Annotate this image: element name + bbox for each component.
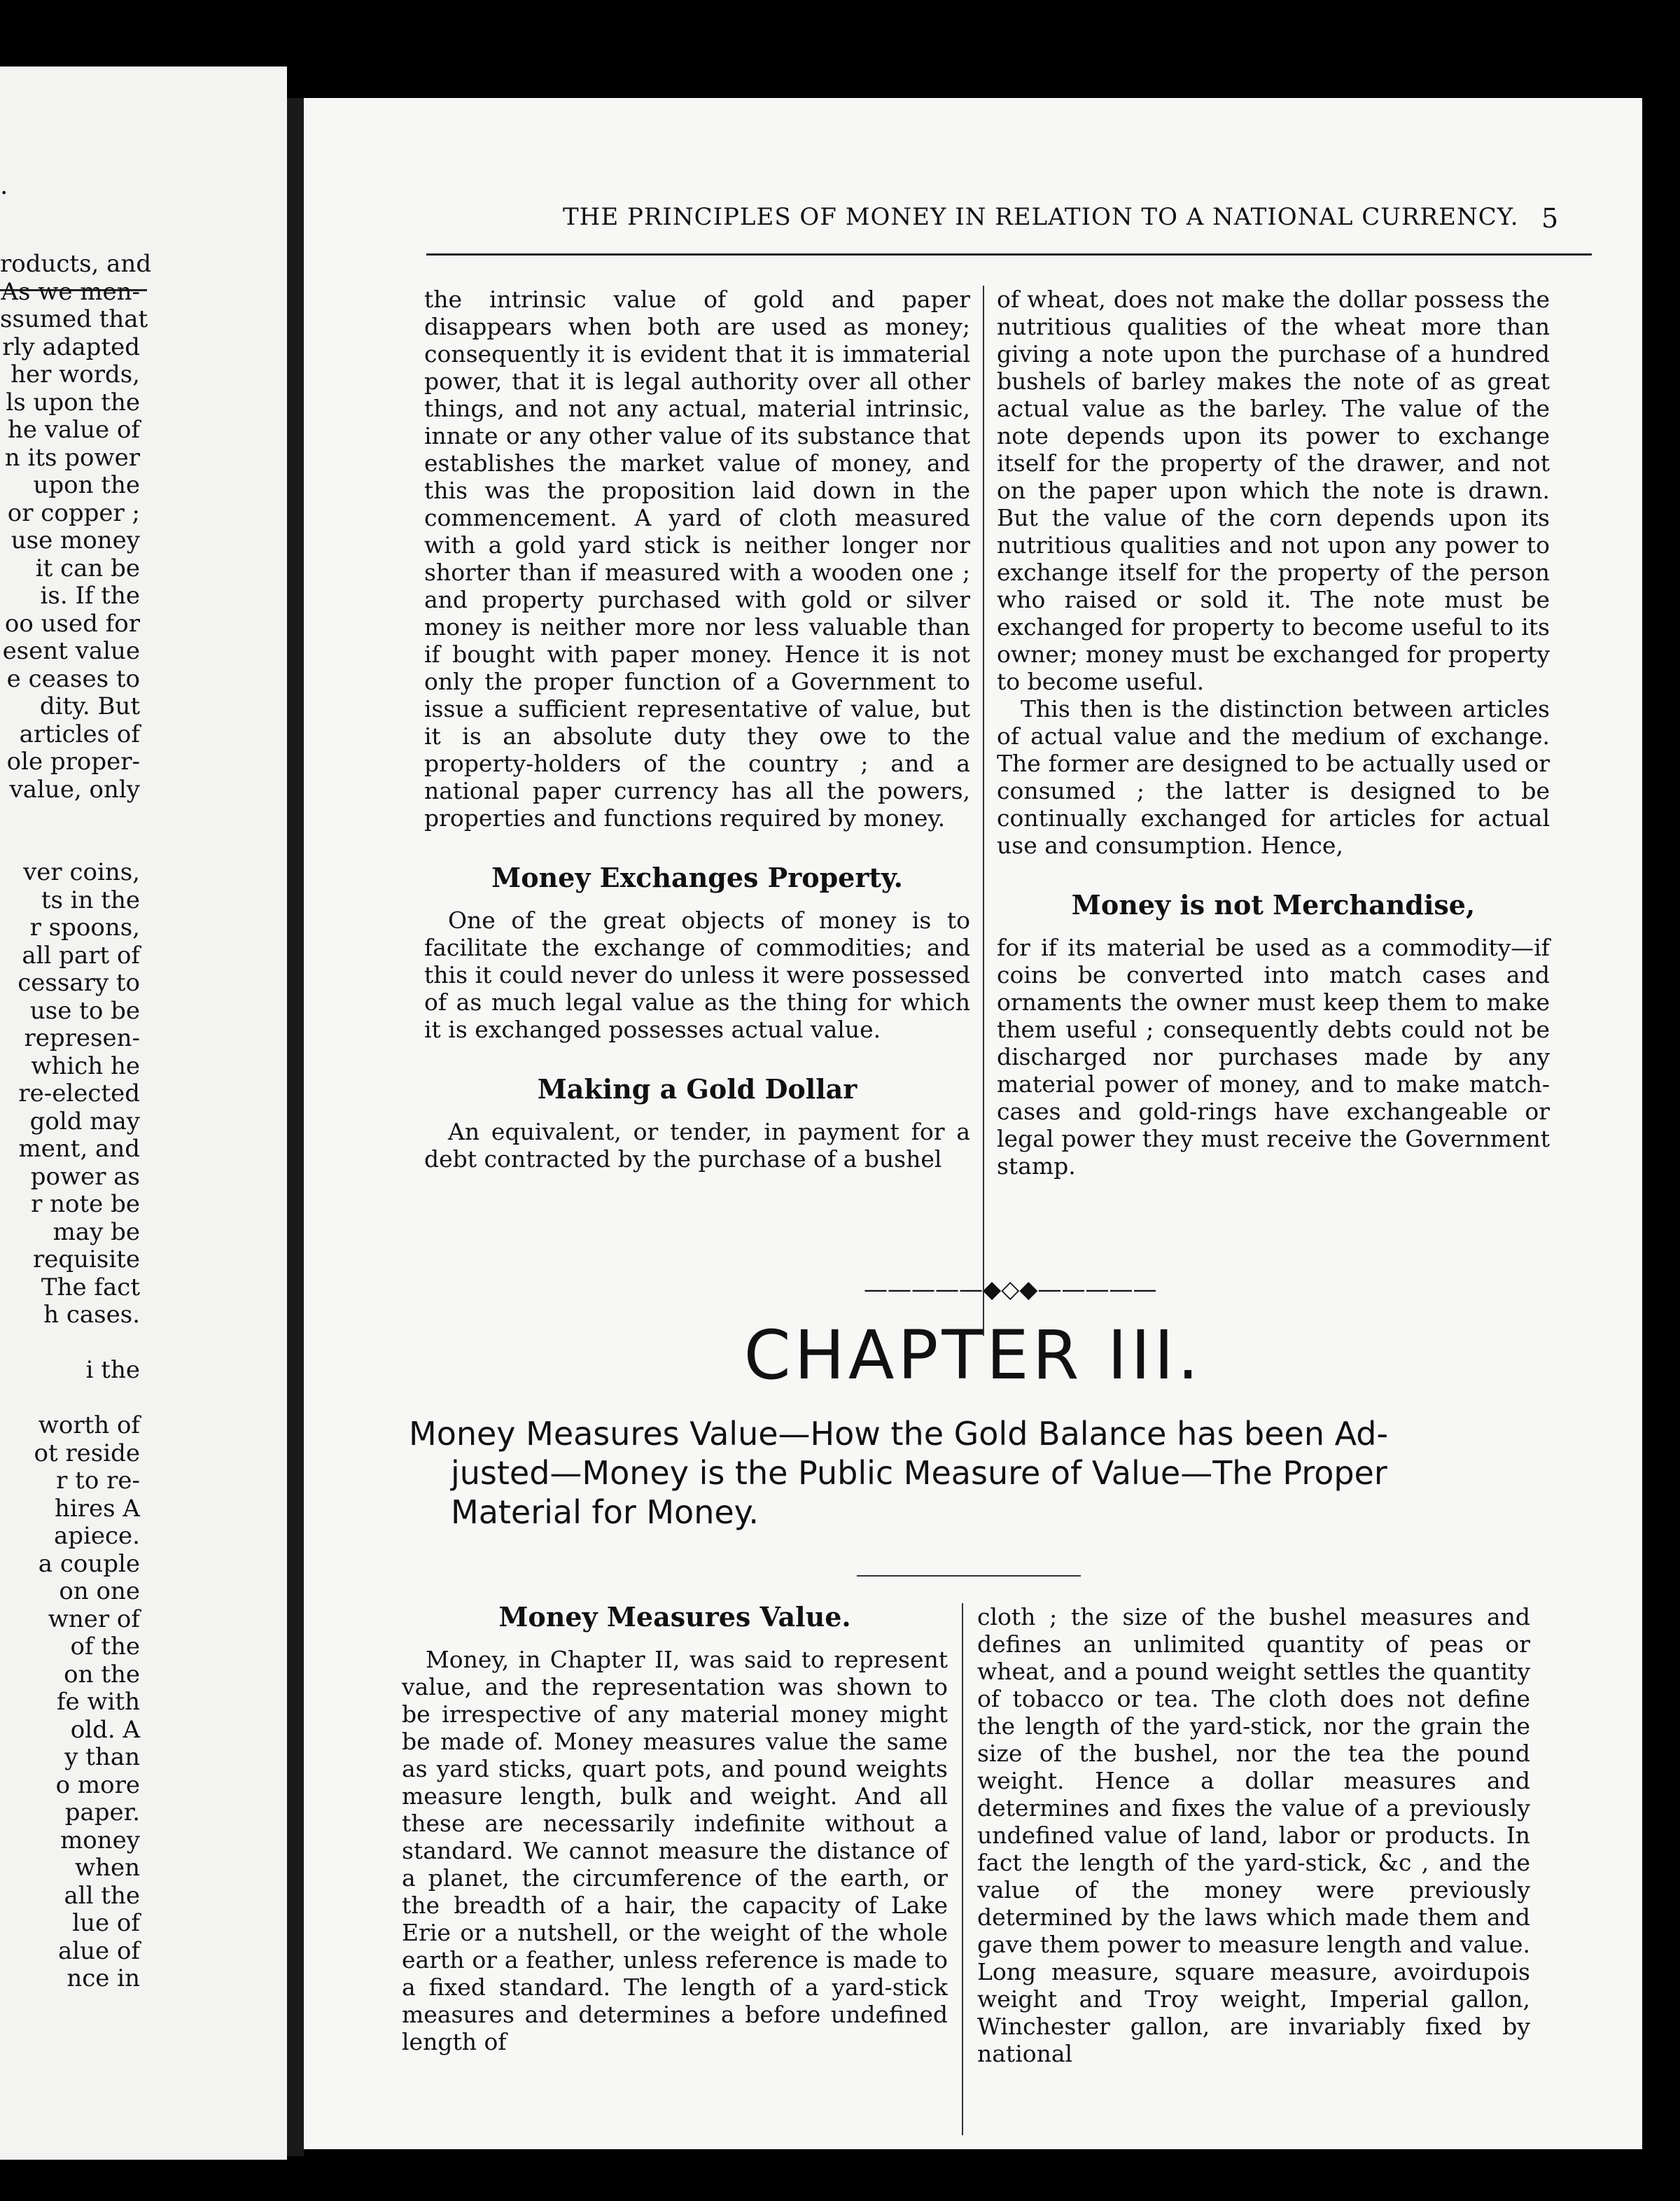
left-page-line: fe with <box>56 1688 140 1716</box>
left-page-line: As we men- <box>1 277 140 306</box>
left-page-line: ts in the <box>41 886 140 914</box>
left-page-line: h cases. <box>43 1301 140 1329</box>
left-page-line: all the <box>64 1881 140 1910</box>
left-page-line: old. A <box>70 1715 140 1744</box>
section-heading: Money Exchanges Property. <box>491 862 903 893</box>
paragraph: An equivalent, or tender, in payment for a debt contracted by the purchase of a bushel <box>424 1118 970 1173</box>
left-page-line: o more <box>55 1770 140 1799</box>
section-heading: Money is not Merchandise, <box>1071 889 1476 921</box>
synopsis-line: Material for Money. <box>451 1493 759 1531</box>
left-page-line: The fact <box>41 1273 140 1301</box>
paragraph: Money, in Chapter II, was said to represent value, and the representation was shown to be irrespective of any material money might be made of. Money measures value the same as yard sticks, quart pots, and pound weights measure length, bulk and weight. And all these are necessarily indefinite without a standard. We cannot measure the distance of a planet, the circumference of the earth, or the breadth of a hair, the capacity of Lake Erie or a nutshell, or the weight of the whole earth or a feather, unless reference is made to a fixed standard. The length of a yard-stick measures and determines a before undefined length of <box>402 1646 948 2055</box>
left-page-line: worth of <box>38 1411 140 1439</box>
left-page-line: value, only <box>9 775 140 804</box>
left-page-line: articles of <box>19 720 140 748</box>
running-title: THE PRINCIPLES OF MONEY IN RELATION TO A NATIONAL CURRENCY. <box>563 203 1519 231</box>
left-page-line: money <box>60 1826 140 1854</box>
column-divider <box>962 1603 963 2135</box>
paragraph: This then is the distinction between articles of actual value and the medium of exchange. The former are designed to be actually used or consumed ; the latter is designed to be continually exchanged for articles for actual use and consumption. Hence, <box>997 695 1550 859</box>
left-page-line: use to be <box>29 996 140 1025</box>
paragraph: for if its material be used as a commodity—if coins be converted into match cases and ornaments the owner must keep them to make them useful ; consequently debts could not be discharged nor purchases made by any material power of money, and to make match-cases and gold-rings have exchangeable or legal power they must receive the Government stamp. <box>997 934 1550 1180</box>
left-page-line: paper. <box>64 1798 140 1826</box>
section-heading: Making a Gold Dollar <box>537 1073 858 1105</box>
left-page-line: gold may <box>29 1107 140 1136</box>
column-bottom-left <box>402 1603 948 2055</box>
left-page-line: which he <box>31 1051 140 1080</box>
left-page-line: when <box>74 1854 140 1882</box>
paragraph: cloth ; the size of the bushel measures and defines an unlimited quantity of peas or wheat, and a pound weight settles the quantity of tobacco or tea. The cloth does not define the length of the yard-stick, nor the grain the size of the bushel, nor the tea the pound weight. Hence a dollar measures and determines and fixes the value of a previously undefined value of land, labor or products. In fact the length of the yard-stick, &c , and the value of the money were previously determined by the laws which made them and gave them power to measure length and value. Long measure, square measure, avoirdupois weight and Troy weight, Imperial gallon, Winchester gallon, are invariably fixed by national <box>977 1603 1530 2067</box>
left-page-line: lue of <box>72 1909 140 1937</box>
paragraph: the intrinsic value of gold and paper disappears when both are used as money; consequently it is evident that it is immaterial power, that it is legal authority over all other things, and not any actual, material intrinsic, innate or any other value of its substance that establishes the market value of money, and this was the proposition laid down in the commencement. A yard of cloth measured with a gold yard stick is neither longer nor shorter than if measured with a wooden one ; and property purchased with gold or silver money is neither more nor less valuable than if bought with paper money. Hence it is not only the proper function of a Government to issue a sufficient representative of value, but it is an absolute duty they owe to the property-holders of the country ; and a national paper currency has all the powers, properties and functions required by money. <box>424 286 970 832</box>
left-page-line: it can be <box>35 554 140 582</box>
left-page-line: hires A <box>55 1494 140 1523</box>
left-facing-page <box>0 67 287 2160</box>
left-page-line: ver coins, <box>23 858 140 886</box>
column-top-left <box>424 286 970 1173</box>
column-divider <box>983 286 984 1336</box>
book-gutter <box>287 98 304 2156</box>
left-page-line: ssumed that <box>0 305 148 333</box>
left-page-line: may be <box>52 1217 140 1246</box>
left-page-line: ment, and <box>18 1135 140 1163</box>
left-page-line: ot reside <box>34 1439 140 1467</box>
left-page-line: nce in <box>66 1964 140 1992</box>
left-page-line: upon the <box>33 471 140 499</box>
left-page-line: r spoons, <box>29 914 140 942</box>
chapter-rule <box>857 1575 1081 1577</box>
left-page-line: ls upon the <box>6 388 140 417</box>
left-page-line: re-elected <box>18 1079 140 1108</box>
synopsis-line: justed—Money is the Public Measure of Value—The Proper <box>451 1454 1387 1492</box>
page-number: 5 <box>1541 203 1559 234</box>
left-page-line: r to re- <box>56 1467 140 1495</box>
left-page-line: oo used for <box>4 609 140 638</box>
paragraph: of wheat, does not make the dollar possess the nutritious qualities of the wheat more than giving a note upon the purchase of a hundred bushels of barley makes the note of as great actual value as the barley. The value of the note depends upon its power to exchange itself for the property of the drawer, and not on the paper upon which the note is drawn. But the value of the corn depends upon its nutritious qualities and not upon any power to exchange itself for the property of the person who raised or sold it. The note must be exchanged for property to become useful to its owner; money must be exchanged for property to become useful. <box>997 286 1550 695</box>
left-page-line: ole proper- <box>6 748 140 776</box>
left-page-line: cessary to <box>18 969 140 997</box>
left-page-line: on the <box>64 1660 140 1689</box>
left-page-line: e ceases to <box>6 664 140 693</box>
left-page-line: y than <box>64 1743 140 1771</box>
left-page-line: esent value <box>2 637 140 665</box>
left-page-line: r note be <box>31 1190 140 1218</box>
chapter-title: CHAPTER III. <box>743 1316 1203 1395</box>
left-page-line: a couple <box>38 1549 140 1578</box>
left-page-line: use money <box>10 526 140 554</box>
synopsis-line: Money Measures Value—How the Gold Balance has been Ad- <box>409 1415 1389 1453</box>
left-page-line: n its power <box>4 443 140 472</box>
section-heading: Money Measures Value. <box>498 1601 851 1633</box>
left-page-line: i the <box>85 1356 140 1384</box>
left-page-line: power as <box>30 1162 140 1191</box>
left-page-line: or copper ; <box>7 498 140 527</box>
left-page-line: represen- <box>24 1024 140 1052</box>
stray-mark: . <box>0 172 8 200</box>
left-page-line: on one <box>59 1577 140 1605</box>
column-bottom-right <box>977 1603 1530 2067</box>
left-page-line: wner of <box>48 1605 140 1633</box>
left-page-line: roducts, and <box>0 250 152 278</box>
left-page-line: he value of <box>7 416 140 444</box>
ornament-divider: —————◆◇◆————— <box>864 1276 1157 1304</box>
left-page-line: her words, <box>10 361 140 389</box>
left-page-line: of the <box>70 1633 140 1661</box>
left-page-line: all part of <box>22 941 140 970</box>
left-page-line: alue of <box>57 1936 140 1965</box>
main-page <box>304 98 1642 2149</box>
paragraph: One of the great objects of money is to facilitate the exchange of commodities; and this it could never do unless it were possessed of as much legal value as the thing for which it is exchanged possesses actual value. <box>424 907 970 1043</box>
chapter-synopsis <box>409 1414 1627 1532</box>
header-rule <box>426 253 1592 256</box>
left-page-line: rly adapted <box>2 333 140 361</box>
left-page-line: dity. But <box>39 692 140 720</box>
left-page-line: is. If the <box>40 582 140 610</box>
left-page-line: apiece. <box>53 1522 140 1550</box>
column-top-right <box>997 286 1550 1180</box>
left-page-line: requisite <box>32 1245 140 1273</box>
